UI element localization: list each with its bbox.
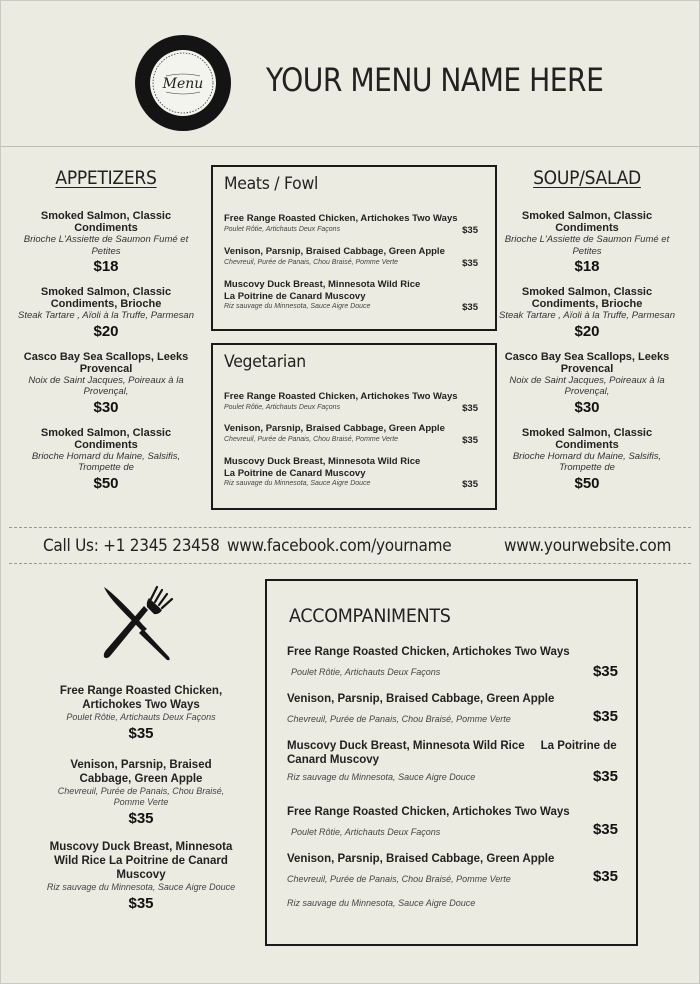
header-divider <box>1 146 699 147</box>
item-price: $35 <box>128 895 154 912</box>
item-description: Riz sauvage du Minnesota, Sauce Aigre Douce <box>224 480 371 487</box>
item-name: Muscovy Duck Breast, Minnesota Wild Rice La Poitrine de Canard Muscovy <box>224 279 421 302</box>
item-price: $35 <box>592 768 618 785</box>
contact-divider-top <box>9 527 691 528</box>
item-description: Poulet Rôtie, Artichauts Deux Façons <box>291 667 441 677</box>
item-description: Chevreuil, Purée de Panais, Chou Braisé, Pomme Verte <box>224 435 399 443</box>
item-description: Riz sauvage du Minnesota, Sauce Aigre Douce <box>46 882 236 892</box>
vegetarian-heading: Vegetarian <box>224 352 306 372</box>
item-description: Chevreuil, Purée de Panais, Chou Braisé, Pomme Verte <box>287 714 511 724</box>
item-description: Chevreuil, Purée de Panais, Chou Braisé, Pomme Verte <box>224 258 399 266</box>
item-description: Steak Tartare , Aïoli à la Truffe, Parmesan <box>498 310 675 321</box>
item-name: Venison, Parsnip, Braised Cabbage, Green Apple <box>224 246 445 257</box>
item-description: Chevreuil, Purée de Panais, Chou Braisé, Pomme Verte <box>57 786 225 807</box>
item-description: Chevreuil, Purée de Panais, Chou Braisé, Pomme Verte <box>287 874 511 884</box>
item-description: Brioche Homard du Maine, Salsifis, Trompette de <box>31 450 181 473</box>
accompaniments-heading: ACCOMPANIMENTS <box>289 605 451 627</box>
list-item <box>224 279 478 312</box>
item-price: $18 <box>574 258 600 275</box>
list-item <box>287 898 618 908</box>
item-price: $30 <box>574 398 600 416</box>
list-item <box>224 213 478 235</box>
item-description: Noix de Saint Jacques, Poireaux à la Provençal, <box>28 374 184 397</box>
item-name: Casco Bay Sea Scallops, Leeks Provencal <box>504 350 670 375</box>
item-name: Free Range Roasted Chicken, Artichokes Two Ways <box>287 806 570 818</box>
menu-logo <box>134 34 232 132</box>
appetizers-heading: APPETIZERS <box>55 167 157 189</box>
item-name: Smoked Salmon, Classic Condiments, Brioche <box>40 286 172 310</box>
list-item <box>492 427 682 494</box>
list-item <box>224 456 478 489</box>
appetizers-list <box>11 210 201 503</box>
item-name: Smoked Salmon, Classic Condiments <box>40 210 172 234</box>
item-name: Muscovy Duck Breast, Minnesota Wild Rice La Poitrine de Canard Muscovy <box>49 841 233 881</box>
meats-section <box>211 165 497 331</box>
item-name: Free Range Roasted Chicken, Artichokes Two Ways <box>59 685 223 711</box>
list-item <box>287 852 618 884</box>
logo-text: Menu <box>162 76 204 92</box>
item-price: $35 <box>128 810 154 827</box>
item-name: Smoked Salmon, Classic Condiments <box>521 426 653 451</box>
soup-salad-heading: SOUP/SALAD <box>533 167 641 189</box>
item-description: Riz sauvage du Minnesota, Sauce Aigre Douce <box>224 303 371 310</box>
list-item <box>287 805 618 837</box>
item-price: $35 <box>462 479 478 490</box>
item-name: Free Range Roasted Chicken, Artichokes Two Ways <box>224 391 458 402</box>
item-name: Free Range Roasted Chicken, Artichokes Two Ways <box>287 646 570 658</box>
list-item <box>287 692 618 724</box>
item-name: Muscovy Duck Breast, Minnesota Wild Rice La Poitrine de Canard Muscovy <box>287 740 620 766</box>
list-item <box>224 423 478 445</box>
logo-badge-icon <box>134 34 232 132</box>
item-price: $50 <box>574 474 600 492</box>
item-price: $18 <box>93 258 119 275</box>
item-price: $35 <box>462 258 478 269</box>
facebook-link[interactable]: www.facebook.com/yourname <box>227 536 452 556</box>
list-item <box>31 758 251 830</box>
item-description: Brioche Homard du Maine, Salsifis, Trompette de <box>512 450 662 473</box>
item-name: Venison, Parsnip, Braised Cabbage, Green Apple <box>224 423 445 434</box>
list-item <box>492 351 682 418</box>
list-item <box>11 286 201 342</box>
phone-number: Call Us: +1 2345 23458 <box>43 536 220 556</box>
item-name: Venison, Parsnip, Braised Cabbage, Green Apple <box>287 693 555 705</box>
contact-divider-bottom <box>9 563 691 564</box>
meats-heading: Meats / Fowl <box>224 174 319 194</box>
website-link[interactable]: www.yourwebsite.com <box>504 536 672 556</box>
item-description: Poulet Rôtie, Artichauts Deux Façons <box>224 403 341 411</box>
list-item <box>31 684 251 745</box>
item-description: Poulet Rôtie, Artichauts Deux Façons <box>291 827 441 837</box>
item-name: Muscovy Duck Breast, Minnesota Wild Rice La Poitrine de Canard Muscovy <box>224 456 421 479</box>
item-description: Poulet Rôtie, Artichauts Deux Façons <box>224 225 341 233</box>
item-price: $30 <box>93 398 119 416</box>
item-price: $35 <box>462 435 478 446</box>
list-item <box>224 391 478 413</box>
soup-salad-list <box>492 210 682 503</box>
item-description: Noix de Saint Jacques, Poireaux à la Provençal, <box>509 374 665 397</box>
item-price: $20 <box>574 322 600 340</box>
list-item <box>224 246 478 268</box>
item-price: $50 <box>93 474 119 492</box>
item-price: $35 <box>592 821 618 838</box>
item-description: Brioche L'Assiette de Saumon Fumé et Petites <box>504 234 670 257</box>
item-name: Smoked Salmon, Classic Condiments, Brioche <box>521 286 653 310</box>
item-name: Smoked Salmon, Classic Condiments <box>40 426 172 451</box>
item-description: Riz sauvage du Minnesota, Sauce Aigre Douce <box>287 772 476 782</box>
item-price: $35 <box>592 663 618 680</box>
item-name: Free Range Roasted Chicken, Artichokes Two Ways <box>224 213 458 224</box>
list-item <box>11 427 201 494</box>
item-description: Poulet Rôtie, Artichauts Deux Façons <box>66 712 216 722</box>
item-price: $35 <box>128 725 154 742</box>
list-item <box>492 210 682 277</box>
accompaniments-section <box>265 579 638 946</box>
item-description: Riz sauvage du Minnesota, Sauce Aigre Douce <box>287 898 476 908</box>
vegetarian-section <box>211 343 497 510</box>
item-name: Smoked Salmon, Classic Condiments <box>521 210 653 234</box>
item-price: $35 <box>462 403 478 414</box>
list-item <box>287 645 618 680</box>
list-item <box>11 210 201 277</box>
list-item <box>492 286 682 342</box>
cutlery-icon <box>99 585 179 663</box>
item-price: $35 <box>592 708 618 725</box>
list-item <box>11 351 201 418</box>
item-price: $35 <box>592 868 618 885</box>
item-name: Venison, Parsnip, Braised Cabbage, Green Apple <box>287 853 555 865</box>
list-item <box>31 840 251 915</box>
list-item <box>287 739 620 785</box>
item-name: Casco Bay Sea Scallops, Leeks Provencal <box>23 350 189 375</box>
item-name: Venison, Parsnip, Braised Cabbage, Green Apple <box>70 759 212 785</box>
item-price: $35 <box>462 225 478 236</box>
item-price: $20 <box>93 322 119 340</box>
item-description: Brioche L'Assiette de Saumon Fumé et Petites <box>23 234 189 257</box>
menu-title: YOUR MENU NAME HERE <box>266 61 604 99</box>
item-description: Steak Tartare , Aïoli à la Truffe, Parmesan <box>17 310 194 321</box>
item-price: $35 <box>462 302 478 313</box>
